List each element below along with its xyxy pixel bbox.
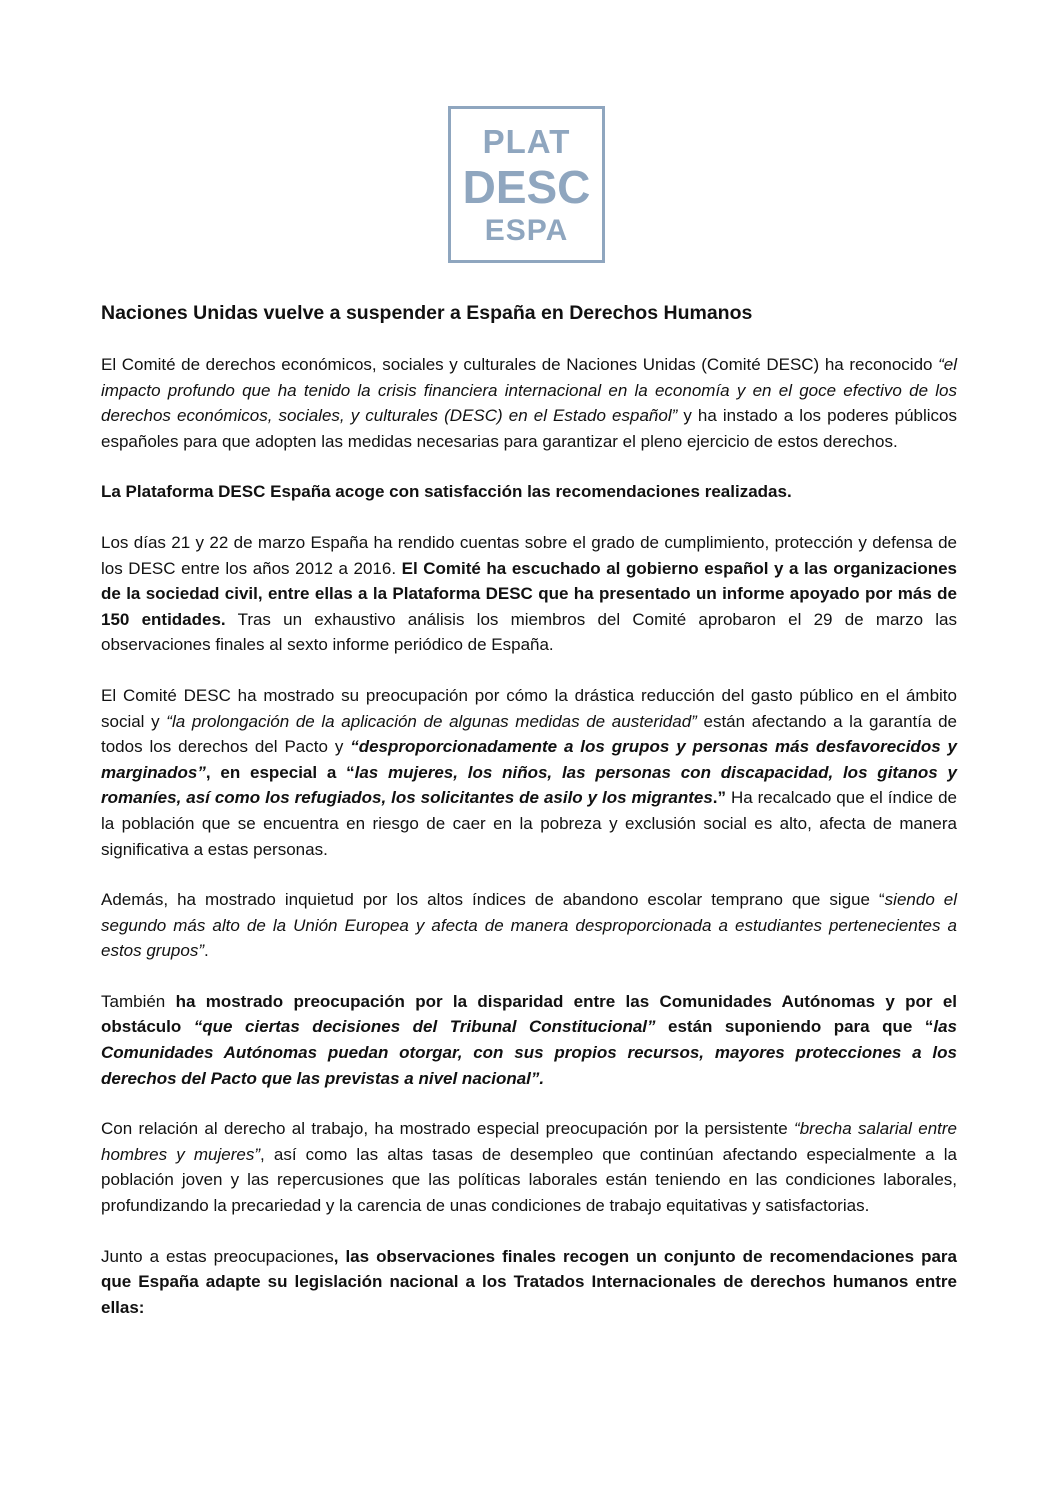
logo-line-desc: DESC — [462, 161, 591, 213]
p1-quote: “el impacto profundo que ha tenido la crisis financiera internacional en la economía y en el goce efectivo de los derechos económicos, sociales, y culturales (DESC) en el Estado español” — [101, 355, 957, 426]
paragraph-5 — [101, 887, 957, 964]
paragraph-3 — [101, 530, 957, 658]
p4-text-1: El Comité DESC ha mostrado su preocupación por cómo la drástica reducción del gasto público en el ámbito social y — [101, 685, 957, 731]
p5-text-1: Además, ha mostrado inquietud por los altos índices de abandono escolar temprano que sigue “ — [101, 890, 885, 910]
p7-quote: “brecha salarial entre hombres y mujeres” — [101, 1119, 957, 1164]
paragraph-4 — [101, 683, 957, 862]
p3-text-1: Los días 21 y 22 de marzo España ha rendido cuentas sobre el grado de cumplimiento, protección y defensa de los DESC entre los años 2012 a 2016. — [101, 532, 957, 578]
document-body — [101, 300, 957, 1345]
p4-bold-quote-1: “desproporcionadamente a los grupos y personas más desfavorecidos y marginados” — [101, 737, 957, 782]
p8-bold: , las observaciones finales recogen un conjunto de recomendaciones para que España adapte su legislación nacional a los Tratados Internacionales de derechos humanos entre ellas: — [101, 1246, 957, 1317]
p4-bold-text: , en especial a “ — [205, 762, 355, 782]
p4-text-2: están afectando a la garantía de todos los derechos del Pacto y — [101, 711, 958, 757]
p1-text-2: y ha instado a los poderes públicos españoles para que adopten las medidas necesarias para garantizar el pleno ejercicio de estos derechos. — [101, 406, 957, 451]
p6-text-1: También — [101, 991, 176, 1011]
logo-line-plat: PLAT — [482, 123, 571, 160]
p4-bold-quote-2: las mujeres, los niños, las personas con discapacidad, los gitanos y romaníes, así como los refugiados, los solicitantes de asilo y los migrantes — [101, 762, 957, 808]
p4-quote-1: “la prolongación de la aplicación de algunas medidas de austeridad” — [166, 711, 697, 731]
p8-text-1: Junto a estas preocupaciones — [101, 1246, 334, 1266]
p4-text-3: Ha recalcado que el índice de la población que se encuentra en riesgo de caer en la pobreza y exclusión social es alto, afecta de manera significativa a estas personas. — [101, 788, 957, 859]
p7-text-2: , así como las altas tasas de desempleo que continúan afectando especialmente a la población joven y las repercusiones que las políticas laborales están teniendo en las condiciones laborales, profundizando la precariedad y la carencia de unas condiciones de trabajo equitativas y satisfactorias. — [101, 1144, 957, 1216]
p4-bold-close: .” — [712, 788, 727, 808]
p2-bold-statement: La Plataforma DESC España acoge con satisfacción las recomendaciones realizadas. — [101, 482, 792, 502]
p3-text-2: Tras un exhaustivo análisis los miembros del Comité aprobaron el 29 de marzo las observaciones finales al sexto informe periódico de España. — [101, 609, 957, 655]
paragraph-6 — [101, 989, 957, 1091]
p6-bold-1: ha mostrado preocupación por la disparidad entre las Comunidades Autónomas y por el obstáculo — [101, 991, 957, 1037]
paragraph-7 — [101, 1116, 957, 1218]
paragraph-1 — [101, 352, 957, 454]
document-title: Naciones Unidas vuelve a suspender a España en Derechos Humanos — [101, 302, 753, 324]
p6-bold-quote-2: las Comunidades Autónomas puedan otorgar, con sus propios recursos, mayores protecciones a los derechos del Pacto que las previstas a nivel nacional”. — [101, 1017, 957, 1088]
p5-text-2: . — [204, 941, 209, 961]
p1-text-1: El Comité de derechos económicos, sociales y culturales de Naciones Unidas (Comité DESC) ha reconocido — [101, 355, 939, 374]
p6-bold-quote-1: “que ciertas decisiones del Tribunal Constitucional” — [193, 1017, 656, 1037]
paragraph-8 — [101, 1244, 957, 1321]
p7-text-1: Con relación al derecho al trabajo, ha mostrado especial preocupación por la persistente — [101, 1119, 795, 1139]
p3-bold: El Comité ha escuchado al gobierno español y a las organizaciones de la sociedad civil, entre ellas a la Plataforma DESC que ha presentado un informe apoyado por más de 150 entidades. — [101, 558, 957, 629]
p5-quote: siendo el segundo más alto de la Unión Europea y afecta de manera desproporcionada a estudiantes pertenecientes a estos grupos” — [101, 890, 957, 961]
logo-line-espa: ESPA — [484, 214, 569, 247]
platdesc-logo — [448, 106, 605, 263]
paragraph-2 — [101, 479, 957, 505]
p6-bold-2: están suponiendo para que “ — [655, 1017, 934, 1037]
